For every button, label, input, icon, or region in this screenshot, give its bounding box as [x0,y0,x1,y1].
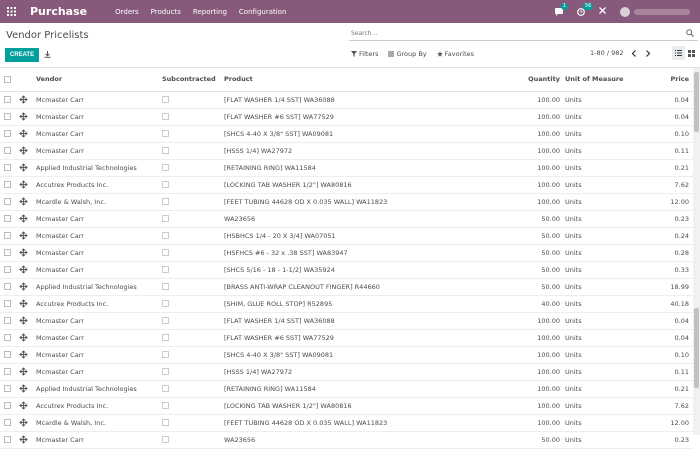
table-row[interactable] [0,193,693,210]
cell-product: [HSSS 1/4] WA27972 [224,142,449,159]
row-checkbox[interactable] [4,436,11,443]
row-checkbox[interactable] [4,368,11,375]
close-button[interactable] [599,7,606,16]
table-row[interactable] [0,295,693,312]
cell-quantity: 100.00 [449,159,565,176]
cell-price: 0.11 [665,363,693,380]
row-checkbox[interactable] [4,385,11,392]
top-navbar [0,0,700,23]
drag-handle-icon[interactable] [20,368,27,375]
subcontracted-checkbox [162,334,169,341]
groupby-label: Group By [396,50,427,58]
cell-vendor: Mcmaster Carr [32,227,162,244]
cell-quantity: 50.00 [449,210,565,227]
cell-uom: Units [565,125,665,142]
cell-quantity: 100.00 [449,397,565,414]
vertical-scrollbar[interactable] [693,68,700,435]
subcontracted-checkbox [162,436,169,443]
cell-product: [BRASS ANTI-WRAP CLEANOUT FINGER] R44660 [224,278,449,295]
table-row[interactable] [0,278,693,295]
subcontracted-checkbox [162,419,169,426]
drag-handle-icon[interactable] [20,419,27,426]
table-row[interactable] [0,397,693,414]
cell-vendor: Mcmaster Carr [32,329,162,346]
cell-vendor: Mcmaster Carr [32,244,162,261]
row-checkbox[interactable] [4,147,11,154]
cell-price: 40.18 [665,295,693,312]
cell-quantity: 100.00 [449,176,565,193]
drag-handle-icon[interactable] [20,402,27,409]
cell-product: [SHCS 4-40 X 3/8" SST] WA09081 [224,346,449,363]
cell-price: 0.04 [665,329,693,346]
cell-price: 0.04 [665,91,693,108]
cell-quantity: 50.00 [449,244,565,261]
list-view-button[interactable] [672,46,685,60]
menu-reporting[interactable]: Reporting [192,7,227,16]
subcontracted-checkbox [162,385,169,392]
subcontracted-checkbox [162,130,169,137]
cell-vendor: Mcmaster Carr [32,91,162,108]
cell-price: 7.62 [665,176,693,193]
cell-uom: Units [565,210,665,227]
cell-vendor: Mcmaster Carr [32,210,162,227]
table-row[interactable] [0,346,693,363]
drag-handle-icon[interactable] [20,300,27,307]
table-row[interactable] [0,414,693,431]
drag-handle-icon[interactable] [20,283,27,290]
row-checkbox[interactable] [4,300,11,307]
star-icon [437,51,443,57]
search-options [351,50,474,58]
drag-handle-icon[interactable] [20,96,27,103]
chevron-right-icon[interactable] [645,50,651,57]
row-checkbox[interactable] [4,283,11,290]
row-checkbox[interactable] [4,402,11,409]
drag-handle-icon[interactable] [20,130,27,137]
cell-product: [FLAT WASHER 1/4 SST] WA36088 [224,312,449,329]
cell-vendor: Mcmaster Carr [32,261,162,278]
subcontracted-checkbox [162,283,169,290]
cell-product: [SHIM, GLUE ROLL STOP] R52895 [224,295,449,312]
cell-quantity: 100.00 [449,363,565,380]
activities-button[interactable] [577,2,592,16]
drag-handle-icon[interactable] [20,266,27,273]
row-checkbox[interactable] [4,215,11,222]
cell-quantity: 100.00 [449,346,565,363]
cell-product: [FLAT WASHER #6 SST] WA77529 [224,329,449,346]
cell-price: 0.04 [665,108,693,125]
cell-uom: Units [565,295,665,312]
cell-product: [FLAT WASHER 1/4 SST] WA36088 [224,91,449,108]
navbar-systray [555,0,690,23]
row-checkbox[interactable] [4,232,11,239]
cell-price: 7.62 [665,397,693,414]
kanban-view-button[interactable] [685,46,698,60]
subcontracted-checkbox [162,215,169,222]
groupby-button[interactable] [388,50,426,58]
cell-quantity: 100.00 [449,125,565,142]
header-uom[interactable]: Unit of Measure [565,68,665,91]
subcontracted-checkbox [162,147,169,154]
view-switcher [672,46,698,60]
cell-uom: Units [565,312,665,329]
table-row[interactable] [0,227,693,244]
select-all-checkbox[interactable] [4,76,11,83]
drag-handle-icon[interactable] [20,334,27,341]
cell-price: 0.23 [665,210,693,227]
search-icon[interactable] [686,29,694,37]
table-row[interactable] [0,244,693,261]
create-button[interactable]: CREATE [5,48,39,62]
cell-quantity: 40.00 [449,295,565,312]
list-icon [388,51,394,57]
subcontracted-checkbox [162,249,169,256]
cell-uom: Units [565,397,665,414]
cell-product: WA23656 [224,210,449,227]
filter-icon [351,51,357,57]
cell-product: [RETAINING RING] WA11584 [224,380,449,397]
favorites-button[interactable] [437,50,474,58]
cell-quantity: 100.00 [449,193,565,210]
row-checkbox[interactable] [4,351,11,358]
pricelist-table [0,68,693,449]
subcontracted-checkbox [162,317,169,324]
cell-uom: Units [565,176,665,193]
cell-uom: Units [565,414,665,431]
list-view-icon [675,50,682,56]
drag-handle-icon[interactable] [20,181,27,188]
cell-product: WA23656 [224,431,449,448]
favorites-label: Favorites [444,50,475,58]
subcontracted-checkbox [162,368,169,375]
cell-product: [HSSS 1/4] WA27972 [224,363,449,380]
cell-vendor: Accutrex Products Inc. [32,397,162,414]
table-row[interactable] [0,108,693,125]
header-quantity[interactable]: Quantity [449,68,565,91]
row-checkbox[interactable] [4,96,11,103]
row-checkbox[interactable] [4,249,11,256]
subcontracted-checkbox [162,351,169,358]
user-name-blurred [634,9,690,15]
table-row[interactable] [0,159,693,176]
search-box [349,27,698,41]
row-checkbox[interactable] [4,317,11,324]
cell-uom: Units [565,244,665,261]
subcontracted-checkbox [162,300,169,307]
subcontracted-checkbox [162,232,169,239]
cell-vendor: Mcardle & Walsh, Inc. [32,193,162,210]
activities-badge: 56 [585,2,592,9]
cell-quantity: 50.00 [449,431,565,448]
cell-quantity: 100.00 [449,142,565,159]
cell-uom: Units [565,159,665,176]
cell-uom: Units [565,91,665,108]
table-row[interactable] [0,91,693,108]
header-product[interactable]: Product [224,68,449,91]
breadcrumb: Vendor Pricelists [6,30,89,41]
pager-value[interactable]: 1-80 / 982 [590,49,624,57]
control-panel [0,23,700,68]
cell-vendor: Mcmaster Carr [32,108,162,125]
cell-uom: Units [565,363,665,380]
cell-quantity: 50.00 [449,261,565,278]
cell-quantity: 50.00 [449,278,565,295]
cell-price: 0.04 [665,312,693,329]
cell-product: [FLAT WASHER #6 SST] WA77529 [224,108,449,125]
table-row[interactable] [0,380,693,397]
table-row[interactable] [0,261,693,278]
cell-uom: Units [565,329,665,346]
cell-uom: Units [565,346,665,363]
subcontracted-checkbox [162,198,169,205]
scrollbar-thumb[interactable] [694,72,699,132]
cell-vendor: Mcmaster Carr [32,346,162,363]
cell-quantity: 100.00 [449,91,565,108]
pager [590,49,651,57]
cell-quantity: 100.00 [449,312,565,329]
drag-handle-icon[interactable] [20,232,27,239]
row-checkbox[interactable] [4,164,11,171]
cell-uom: Units [565,227,665,244]
menu-products[interactable]: Products [150,7,181,16]
table-header [0,68,693,91]
cell-uom: Units [565,108,665,125]
cell-uom: Units [565,278,665,295]
avatar [620,7,630,17]
row-checkbox[interactable] [4,113,11,120]
cell-product: [HSBHCS 1/4 - 20 X 3/4] WA07051 [224,227,449,244]
drag-handle-icon[interactable] [20,198,27,205]
cell-vendor: Mcmaster Carr [32,142,162,159]
drag-handle-icon[interactable] [20,385,27,392]
table-row[interactable] [0,210,693,227]
cell-vendor: Accutrex Products Inc. [32,176,162,193]
cell-product: [LOCKING TAB WASHER 1/2"] WA80816 [224,176,449,193]
row-checkbox[interactable] [4,419,11,426]
cell-quantity: 50.00 [449,227,565,244]
drag-handle-icon[interactable] [20,147,27,154]
cell-product: [FEET TUBING 44628 OD X 0.035 WALL] WA11823 [224,414,449,431]
drag-handle-icon[interactable] [20,215,27,222]
cell-price: 0.21 [665,380,693,397]
menu-orders[interactable]: Orders [115,7,139,16]
row-checkbox[interactable] [4,181,11,188]
cell-uom: Units [565,431,665,448]
cell-price: 0.28 [665,244,693,261]
cell-price: 0.11 [665,142,693,159]
cell-price: 18.99 [665,278,693,295]
messages-badge: 1 [563,2,567,9]
cell-vendor: Mcmaster Carr [32,431,162,448]
subcontracted-checkbox [162,113,169,120]
subcontracted-checkbox [162,266,169,273]
main-menu [115,8,286,16]
cell-product: [FEET TUBING 44628 OD X 0.035 WALL] WA11823 [224,193,449,210]
cell-price: 0.23 [665,431,693,448]
row-checkbox[interactable] [4,198,11,205]
filters-label: Filters [359,50,379,58]
menu-configuration[interactable]: Configuration [238,7,287,16]
cell-vendor: Applied Industrial Technologies [32,380,162,397]
subcontracted-checkbox [162,402,169,409]
table-row[interactable] [0,142,693,159]
search-input[interactable] [349,30,669,37]
cell-uom: Units [565,193,665,210]
cell-price: 0.24 [665,227,693,244]
cell-quantity: 100.00 [449,414,565,431]
cell-vendor: Applied Industrial Technologies [32,159,162,176]
drag-handle-icon[interactable] [20,436,27,443]
cell-quantity: 100.00 [449,108,565,125]
cell-quantity: 100.00 [449,380,565,397]
cell-price: 0.10 [665,125,693,142]
cell-price: 12.00 [665,193,693,210]
table-row[interactable] [0,125,693,142]
row-checkbox[interactable] [4,130,11,137]
messages-button[interactable] [555,2,567,16]
header-vendor[interactable]: Vendor [32,68,162,91]
subcontracted-checkbox [162,181,169,188]
cell-product: [SHCS 4-40 X 3/8" SST] WA09081 [224,125,449,142]
row-checkbox[interactable] [4,266,11,273]
header-price[interactable]: Price [665,68,693,91]
table-row[interactable] [0,329,693,346]
close-icon [599,7,606,14]
row-checkbox[interactable] [4,334,11,341]
drag-handle-icon[interactable] [20,113,27,120]
table-row[interactable] [0,363,693,380]
list-view [0,68,693,444]
cell-price: 12.00 [665,414,693,431]
cell-vendor: Mcardle & Walsh, Inc. [32,414,162,431]
cell-uom: Units [565,380,665,397]
header-subcontracted[interactable]: Subcontracted [162,68,224,91]
cell-uom: Units [565,261,665,278]
table-row[interactable] [0,431,693,448]
table-row[interactable] [0,312,693,329]
chevron-left-icon[interactable] [631,50,637,57]
user-menu[interactable] [620,7,690,17]
cell-vendor: Mcmaster Carr [32,312,162,329]
cell-price: 0.33 [665,261,693,278]
table-row[interactable] [0,176,693,193]
apps-grid-icon[interactable] [0,0,22,23]
drag-handle-icon[interactable] [20,164,27,171]
subcontracted-checkbox [162,96,169,103]
cell-vendor: Accutrex Products Inc. [32,295,162,312]
cell-product: [RETAINING RING] WA11584 [224,159,449,176]
drag-handle-icon[interactable] [20,317,27,324]
cell-price: 0.21 [665,159,693,176]
filters-button[interactable] [351,50,378,58]
cell-product: [LOCKING TAB WASHER 1/2"] WA80816 [224,397,449,414]
cell-price: 0.10 [665,346,693,363]
kanban-view-icon [688,50,695,57]
cell-product: [SHCS 5/16 - 18 - 1-1/2] WA35924 [224,261,449,278]
cell-uom: Units [565,142,665,159]
drag-handle-icon[interactable] [20,351,27,358]
subcontracted-checkbox [162,164,169,171]
drag-handle-icon[interactable] [20,249,27,256]
cell-vendor: Mcmaster Carr [32,125,162,142]
cell-product: [HSFHCS #6 - 32 x .38 SST] WA83947 [224,244,449,261]
app-brand[interactable]: Purchase [30,5,88,18]
cell-vendor: Applied Industrial Technologies [32,278,162,295]
cell-vendor: Mcmaster Carr [32,363,162,380]
scrollbar-thumb-secondary[interactable] [694,308,699,388]
cell-quantity: 100.00 [449,329,565,346]
download-icon[interactable] [44,51,51,58]
